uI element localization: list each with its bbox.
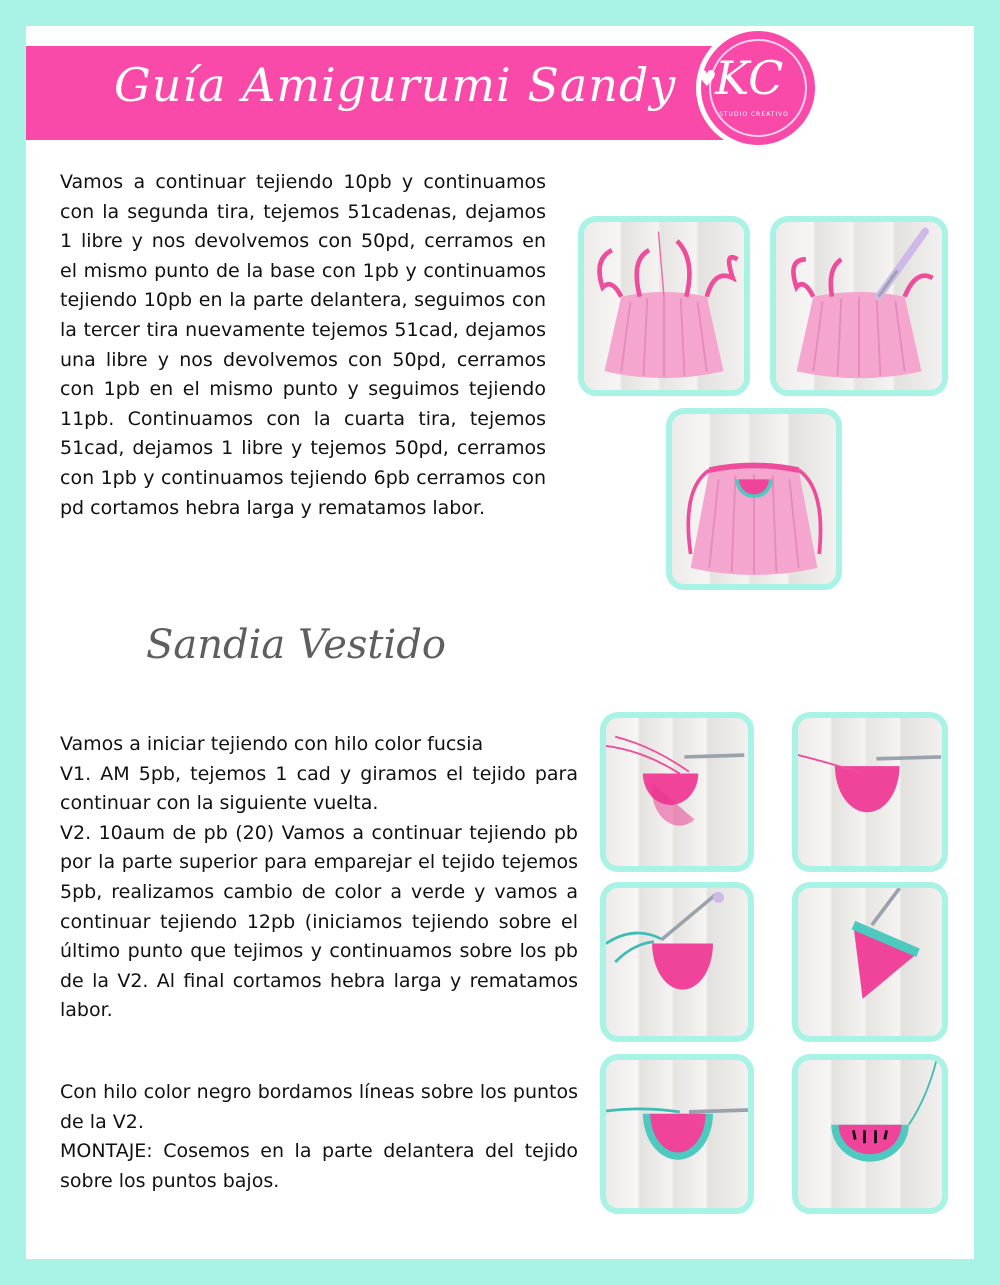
instruction-line: MONTAJE: Cosemos en la parte delantera del tejido sobre los puntos bajos. <box>60 1140 578 1192</box>
instruction-line: Vamos a iniciar tejiendo con hilo color fucsia <box>60 733 484 755</box>
brand-logo <box>696 26 820 150</box>
photo-watermelon-step-4 <box>792 882 948 1042</box>
section-title: Sandia Vestido <box>146 622 446 668</box>
instruction-line: V2. 10aum de pb (20) Vamos a continuar tejiendo pb por la parte superior para emparejar el tejido tejemos 5pb, realizamos cambio de color a verde y vamos a continuar tejiendo 12pb (iniciamos tejiendo sobre el último punto que tejimos y continuamos sobre los pb de la V2. Al final cortamos hebra larga y rematamos labor. <box>60 821 578 1022</box>
photo-watermelon-step-3 <box>600 882 754 1042</box>
photo-dress-step-2 <box>770 216 948 396</box>
photo-dress-step-1 <box>578 216 750 396</box>
photo-dress-finished <box>666 408 842 590</box>
watermelon-instructions <box>60 730 578 1026</box>
heart-icon: ♥ <box>697 67 717 92</box>
photo-watermelon-step-2 <box>792 712 948 872</box>
logo-subtext: STUDIO CREATIVO <box>719 111 789 118</box>
instruction-line: V1. AM 5pb, tejemos 1 cad y giramos el tejido para continuar con la siguiente vuelta. <box>60 762 578 815</box>
embroidery-instructions <box>60 1078 578 1196</box>
logo-text: KC <box>715 51 784 105</box>
photo-watermelon-finished <box>792 1054 948 1214</box>
instructions-paragraph: Vamos a continuar tejiendo 10pb y continuamos con la segunda tira, tejemos 51cadenas, dejamos 1 libre y nos devolvemos con 50pd, cerramos en el mismo punto de la base con 1pb y continuamos tejiendo 10pb en la parte delantera, seguimos con la tercer tira nuevamente tejemos 51cad, dejamos una libre y nos devolvemos con 50pd, cerramos con 1pb en el mismo punto y seguimos tejiendo 11pb. Continuamos con la cuarta tira, tejemos 51cad, dejamos 1 libre y tejemos 50pd, cerramos con 1pb y continuamos tejiendo 6pb cerramos con pd cortamos hebra larga y rematamos labor. <box>60 171 546 519</box>
photo-watermelon-step-5 <box>600 1054 754 1214</box>
page-title: Guía Amigurumi Sandy <box>114 58 677 112</box>
photo-watermelon-step-1 <box>600 712 754 872</box>
instruction-line: Con hilo color negro bordamos líneas sobre los puntos de la V2. <box>60 1081 578 1133</box>
